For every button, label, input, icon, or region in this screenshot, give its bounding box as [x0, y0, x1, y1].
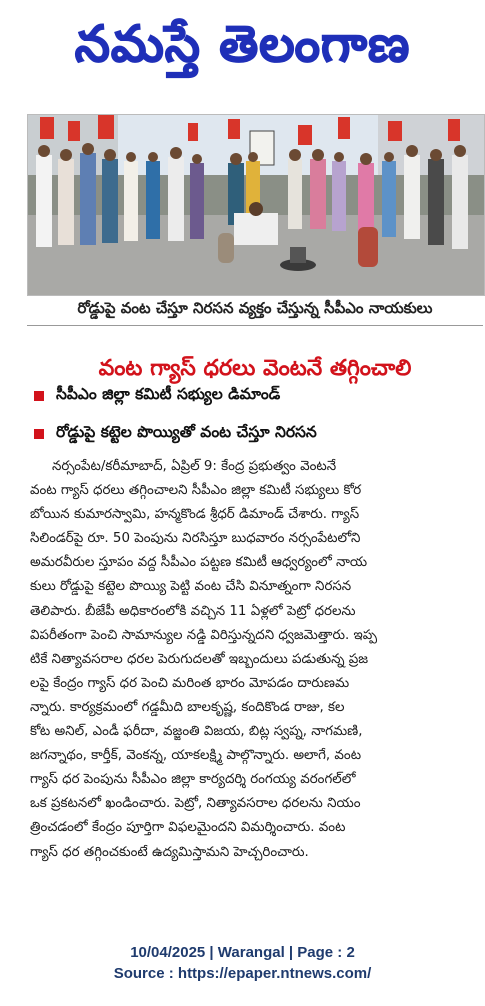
body-line: విపరీతంగా పెంచి సామాన్యుల నడ్డి విరిస్తున్నదని ధ్వజమెత్తారు. ఇప్ప — [30, 627, 378, 643]
source-link[interactable]: Source : https://epaper.ntnews.com/ — [113, 965, 372, 982]
masthead — [0, 0, 485, 100]
body-line: టికే నిత్యావసరాల ధరల పెరుగుదలతో ఇబ్బందులు పడుతున్న ప్రజ — [30, 651, 369, 667]
body-line: కులు రోడ్డుపై కట్టెల పొయ్యి పెట్టి వంట చేసి వినూత్నంగా నిరసన — [30, 579, 352, 595]
body-line: త్రించడంలో కేంద్రం పూర్తిగా విఫలమైందని విమర్శించారు. వంట — [30, 820, 346, 836]
body-line: అమరవీరుల స్తూపం వద్ద సీపీఎం పట్టణ కమిటీ ఆధ్వర్యంలో నాయ — [30, 555, 368, 571]
body-line: ఒక ప్రకటనలో ఖండించారు. పెట్రో, నిత్యావసరాల ధరలను నియం — [30, 796, 361, 812]
body-line: బోయిన కుమారస్వామి, హన్మకొండ శ్రీధర్ డిమాండ్ చేశారు. గ్యాస్ — [30, 507, 360, 523]
protest-photo-illustration — [28, 115, 484, 295]
edition-info: 10/04/2025 | Warangal | Page : 2 — [130, 944, 355, 961]
body-line: గ్యాస్ ధర తగ్గించకుంటే ఉద్యమిస్తామని హెచ్చరించారు. — [30, 844, 309, 860]
article-body — [30, 455, 482, 865]
body-line: గ్యాస్ ధర పెంపును సీపీఎం జిల్లా కార్యదర్శి రంగయ్య వరంగల్‌లో — [30, 772, 356, 788]
subheading-text: రోడ్డుపై కట్టెల పొయ్యితో వంట చేస్తూ నిరసన — [56, 423, 317, 441]
body-line: లపై కేంద్రం గ్యాస్ ధర పెంచి మరింత భారం మోపడం దారుణమ — [30, 675, 350, 691]
body-line: సిలిండర్‌పై రూ. 50 పెంపును నిరసిస్తూ బుధవారం నర్సంపేటలోని — [30, 531, 361, 547]
subheading — [30, 382, 480, 410]
article-headline: వంట గ్యాస్ ధరలు వెంటనే తగ్గించాలి — [98, 355, 412, 381]
news-photo — [27, 114, 485, 296]
body-line: జగన్నాథం, కార్తీక్, వెంకన్న, యాకలక్ష్మి పాల్గొన్నారు. అలాగే, వంట — [30, 748, 362, 764]
body-line: న్నారు. కార్యక్రమంలో గడ్డమీది బాలకృష్ణ, కందికొండ రాజు, కల — [30, 699, 345, 715]
body-line: వంట గ్యాస్ ధరలు తగ్గించాలని సీపీఎం జిల్లా కమిటీ సభ్యులు కోర — [30, 483, 362, 499]
subheading-text: సీపీఎం జిల్లా కమిటీ సభ్యుల డిమాండ్ — [56, 385, 281, 403]
newspaper-title: నమస్తే తెలంగాణ — [74, 14, 411, 73]
page-footer — [0, 940, 485, 1000]
body-line: తెలిపారు. బీజేపీ అధికారంలోకి వచ్చిన 11 ఏళ్లలో పెట్రో ధరలను — [30, 603, 356, 619]
photo-caption: రోడ్డుపై వంట చేస్తూ నిరసన వ్యక్తం చేస్తున్న సీపీఎం నాయకులు — [27, 295, 483, 326]
red-square-bullet-icon — [34, 429, 44, 439]
red-square-bullet-icon — [34, 391, 44, 401]
body-line: కోట అనిల్, ఎండీ ఫరీదా, వజ్జంతి విజయ, బిట్ల స్వప్న, నాగమణి, — [30, 724, 363, 740]
body-line: నర్సంపేట/కరీమాబాద్, ఏప్రిల్ 9: కేంద్ర ప్రభుత్వం వెంటనే — [52, 459, 337, 474]
subheading — [30, 420, 480, 448]
